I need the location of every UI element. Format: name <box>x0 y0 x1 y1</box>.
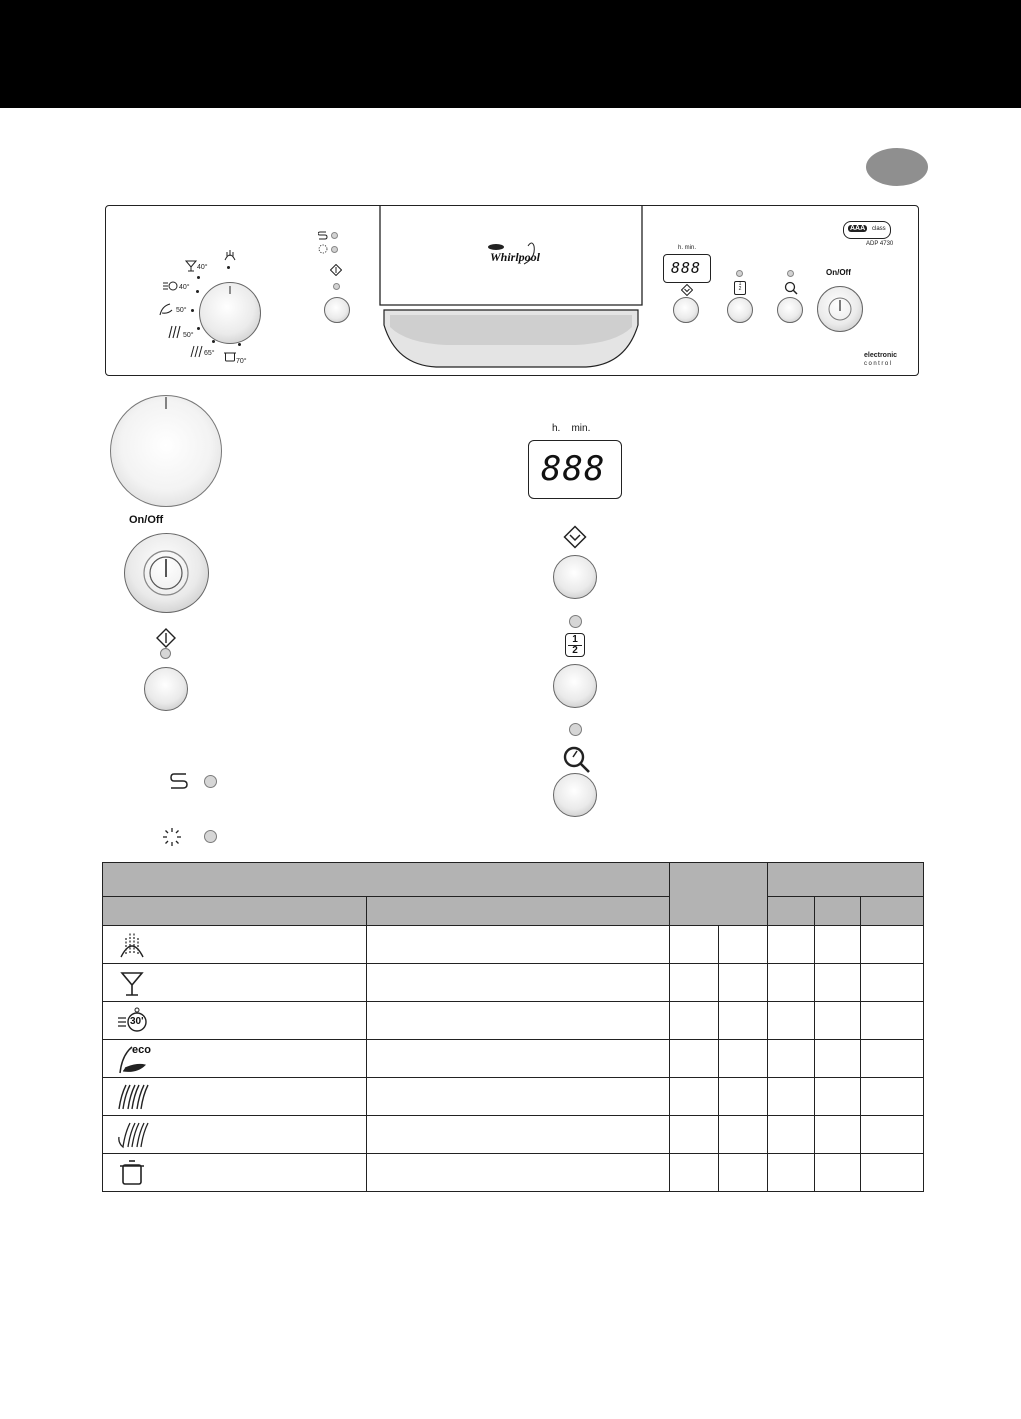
eco-icon <box>158 302 174 316</box>
header-bar <box>0 0 1021 108</box>
dial-temp-normal: 50° <box>183 332 194 339</box>
header-cell <box>103 863 670 897</box>
door-handle <box>376 205 646 373</box>
salt-icon-large <box>169 771 189 791</box>
salt-icon <box>318 230 328 240</box>
extra-function-led <box>569 723 582 736</box>
extra-function-button-small[interactable] <box>777 297 803 323</box>
half-load-led-small <box>736 270 743 277</box>
header-cell <box>367 897 670 926</box>
glass-icon-large <box>115 967 149 999</box>
cell <box>815 926 861 964</box>
cell <box>670 1116 719 1154</box>
language-tab <box>866 148 928 186</box>
header-cell <box>768 897 815 926</box>
program-table <box>102 862 924 1192</box>
electronic-label: electronic <box>864 352 898 359</box>
dial-dot <box>196 290 199 293</box>
display-labels-small: h. min. <box>678 245 697 251</box>
prewash-icon-large <box>115 929 149 961</box>
cell <box>815 964 861 1002</box>
knob-marker <box>110 395 222 507</box>
program-cell <box>103 926 367 964</box>
half-load-button[interactable] <box>553 664 597 708</box>
control-label: control <box>864 361 893 367</box>
rinse-aid-led-small <box>331 246 338 253</box>
cell <box>719 1040 768 1078</box>
cell <box>670 964 719 1002</box>
cell <box>861 1002 924 1040</box>
energy-class-suffix: class <box>872 226 886 232</box>
rinse-aid-led <box>204 830 217 843</box>
eco-icon-large <box>115 1043 155 1075</box>
cell <box>861 1116 924 1154</box>
dial-temp-pot: 70° <box>236 358 247 365</box>
cell <box>670 926 719 964</box>
cell <box>815 1040 861 1078</box>
display-digits-small: 888 <box>671 259 702 277</box>
cell <box>815 1078 861 1116</box>
program-cell <box>103 1040 367 1078</box>
cell <box>367 1116 670 1154</box>
extra-function-button[interactable] <box>553 773 597 817</box>
cell <box>367 1154 670 1192</box>
rinse-aid-icon-large <box>161 826 183 848</box>
delay-button-small[interactable] <box>673 297 699 323</box>
table-row <box>103 926 924 964</box>
dial-dot <box>197 327 200 330</box>
pot-icon-large <box>115 1157 149 1189</box>
table-header-row-1 <box>103 863 924 897</box>
cell <box>768 926 815 964</box>
header-cell <box>103 897 367 926</box>
eco-label: eco <box>132 1043 151 1056</box>
normal-light-icon-large <box>115 1119 149 1151</box>
cell <box>815 1002 861 1040</box>
start-button-small[interactable] <box>324 297 350 323</box>
table-header-row-2 <box>103 897 924 926</box>
dial-temp-normal-light: 65° <box>204 350 215 357</box>
start-icon-large <box>156 628 176 648</box>
cell <box>367 1040 670 1078</box>
dial-temp-glass: 40° <box>197 264 208 271</box>
half-load-top: 1 <box>572 634 578 645</box>
cell <box>719 1002 768 1040</box>
salt-led-small <box>331 232 338 239</box>
normal-light-icon <box>188 345 204 358</box>
cell <box>815 1154 861 1192</box>
cell <box>719 964 768 1002</box>
table-row <box>103 1154 924 1192</box>
energy-class-label: AAA <box>850 225 866 232</box>
half-load-button-small[interactable] <box>727 297 753 323</box>
brand-logo <box>484 240 544 268</box>
cell <box>670 1040 719 1078</box>
rapid-30-label: 30' <box>130 1015 144 1027</box>
prewash-icon <box>222 248 238 262</box>
header-cell <box>768 863 924 897</box>
cell <box>670 1078 719 1116</box>
start-led-small <box>333 283 340 290</box>
cell <box>861 1078 924 1116</box>
cell <box>719 1154 768 1192</box>
table-row <box>103 964 924 1002</box>
cell <box>768 964 815 1002</box>
program-cell <box>103 1078 367 1116</box>
table-row <box>103 1116 924 1154</box>
cell <box>367 1002 670 1040</box>
delay-icon <box>681 284 693 296</box>
rapid-30-icon-large <box>115 1005 155 1037</box>
time-display <box>528 440 622 499</box>
half-load-icon <box>565 633 585 657</box>
cell <box>367 1078 670 1116</box>
start-icon <box>330 264 342 276</box>
cell <box>719 1116 768 1154</box>
pot-icon <box>224 350 236 362</box>
dial-temp-rapid: 40° <box>179 284 190 291</box>
cell <box>768 1040 815 1078</box>
table-row <box>103 1002 924 1040</box>
onoff-label-small: On/Off <box>826 268 851 277</box>
normal-icon <box>166 325 182 339</box>
cell <box>670 1154 719 1192</box>
cell <box>367 926 670 964</box>
rapid-icon <box>162 280 178 292</box>
program-cell <box>103 1002 367 1040</box>
cell <box>861 964 924 1002</box>
rinse-aid-icon <box>318 244 328 254</box>
half-load-top-small: 1 <box>738 281 742 287</box>
half-load-icon-small <box>734 281 746 295</box>
table-row <box>103 1078 924 1116</box>
cell <box>768 1116 815 1154</box>
delay-button[interactable] <box>553 555 597 599</box>
power-symbol-small <box>817 286 863 332</box>
salt-led <box>204 775 217 788</box>
dial-dot <box>238 343 241 346</box>
extra-function-icon <box>562 745 592 775</box>
half-load-led <box>569 615 582 628</box>
cell <box>367 964 670 1002</box>
cell <box>768 1078 815 1116</box>
program-cell <box>103 1154 367 1192</box>
program-cell <box>103 1116 367 1154</box>
power-symbol <box>124 533 209 613</box>
cell <box>768 1002 815 1040</box>
header-cell <box>815 897 861 926</box>
table-row <box>103 1040 924 1078</box>
extra-led-small <box>787 270 794 277</box>
glass-icon <box>185 260 197 272</box>
normal-icon-large <box>115 1081 149 1113</box>
dial-marker-small <box>199 282 261 344</box>
display-digits: 888 <box>541 449 606 489</box>
dial-dot <box>197 276 200 279</box>
start-button[interactable] <box>144 667 188 711</box>
cell <box>815 1116 861 1154</box>
half-load-bottom-small: 2 <box>738 286 742 292</box>
cell <box>861 926 924 964</box>
header-cell <box>861 897 924 926</box>
brand-name: Whirlpool <box>490 250 541 264</box>
display-labels: h. min. <box>552 423 591 434</box>
cell <box>861 1040 924 1078</box>
start-led <box>160 648 171 659</box>
delay-icon-large <box>563 525 587 549</box>
onoff-label: On/Off <box>129 514 164 526</box>
program-cell <box>103 964 367 1002</box>
cell <box>670 1002 719 1040</box>
dial-dot <box>212 340 215 343</box>
cell <box>719 926 768 964</box>
cell <box>719 1078 768 1116</box>
cell <box>768 1154 815 1192</box>
half-load-bottom: 2 <box>572 645 578 656</box>
time-display-small <box>663 254 711 283</box>
cell <box>861 1154 924 1192</box>
dial-dot <box>227 266 230 269</box>
model-number: ADP 4730 <box>866 241 894 247</box>
dial-temp-eco: 50° <box>176 307 187 314</box>
header-cell <box>670 863 768 926</box>
energy-class-badge <box>843 221 891 239</box>
dial-dot <box>191 309 194 312</box>
extra-function-icon-small <box>784 281 798 295</box>
